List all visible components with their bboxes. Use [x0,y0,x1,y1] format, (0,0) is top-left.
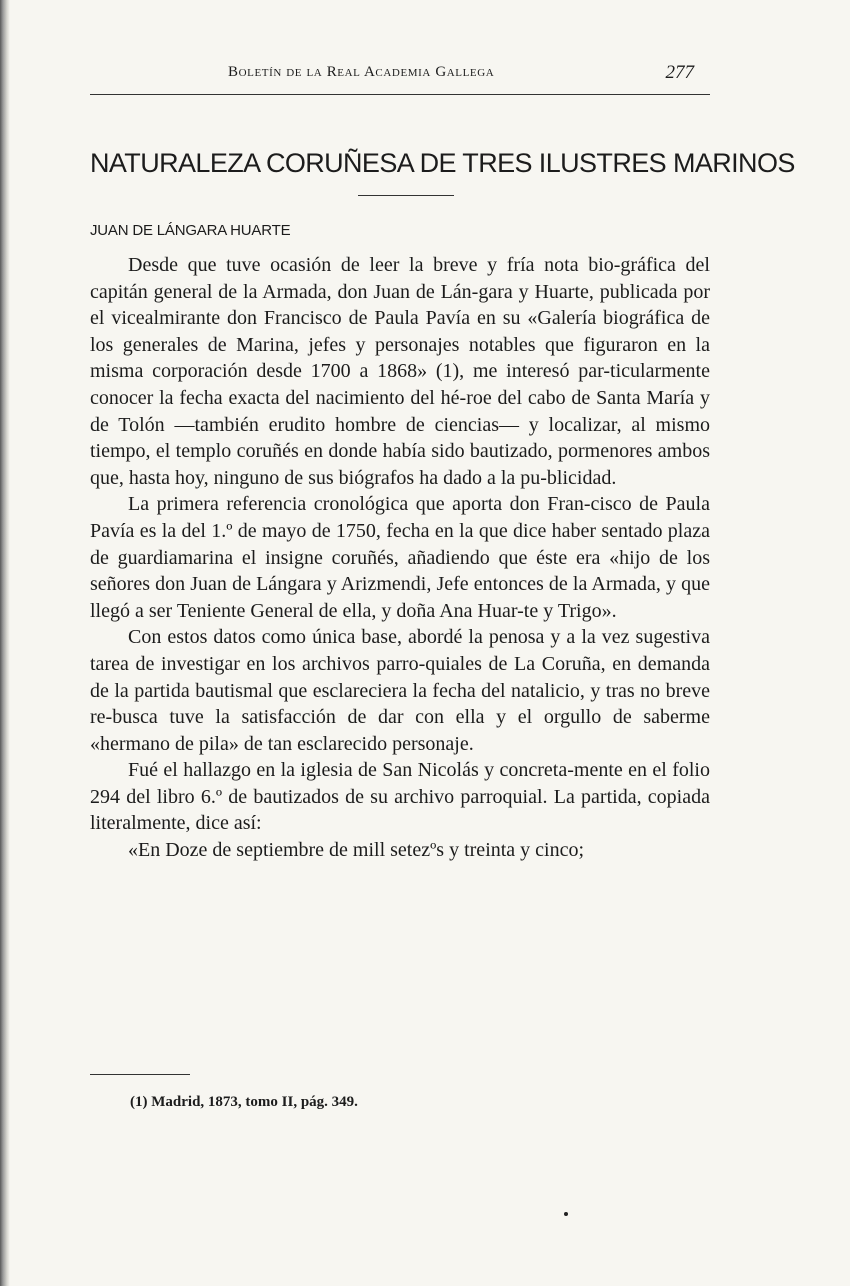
page-binding-edge [0,0,10,1286]
footnote: (1) Madrid, 1873, tomo II, pág. 349. [130,1094,358,1110]
article-body [90,252,710,864]
article-subtitle: JUAN DE LÁNGARA HUARTE [90,222,291,239]
paragraph: La primera referencia cronológica que aporta don Fran-cisco de Paula Pavía es la del 1.º de mayo de 1750, fecha en la que dice haber sentado plaza de guardiamarina el insigne coruñés, añadiendo que éste era «hijo de los señores don Juan de Lángara y Arizmendi, Jefe entonces de la Armada, y que llegó a ser Teniente General de ella, y doña Ana Huar-te y Trigo». [90,493,710,622]
title-divider [358,195,454,196]
paragraph: Fué el hallazgo en la iglesia de San Nicolás y concreta-mente en el folio 294 del libro 6.º de bautizados de su archivo parroquial. La partida, copiada literalmente, dice así: [90,759,710,835]
paragraph: Desde que tuve ocasión de leer la breve y fría nota bio-gráfica del capitán general de la Armada, don Juan de Lán-gara y Huarte, publicada por el vicealmirante don Francisco de Paula Pavía en su «Galería biográfica de los generales de Marina, jefes y personajes notables que figuraron en la misma corporación desde 1700 a 1868» (1), me interesó par-ticularmente conocer la fecha exacta del nacimiento del hé-roe del cabo de Santa María y de Tolón —también erudito hombre de ciencias— y localizar, al mismo tiempo, el templo coruñés en donde había sido bautizado, pormenores ambos que, hasta hoy, ninguno de sus biógrafos ha dado a la pu-blicidad. [90,254,710,489]
article-title: NATURALEZA CORUÑESA DE TRES ILUSTRES MARINOS [90,148,795,178]
footnote-rule [90,1074,190,1075]
paragraph: «En Doze de septiembre de mill setezºs y treinta y cinco; [128,839,585,862]
page-number: 277 [665,62,694,83]
paragraph: Con estos datos como única base, abordé la penosa y a la vez sugestiva tarea de investigar en los archivos parro-quiales de La Coruña, en demanda de la partida bautismal que esclareciera la fecha del natalicio, y tras no breve re-busca tuve la satisfacción de dar con ella y el orgullo de saberme «hermano de pila» de tan esclarecido personaje. [90,626,710,755]
header-rule [90,94,710,95]
journal-title: Boletín de la Real Academia Gallega [228,64,495,80]
running-head [90,60,710,90]
print-speck [564,1212,568,1216]
